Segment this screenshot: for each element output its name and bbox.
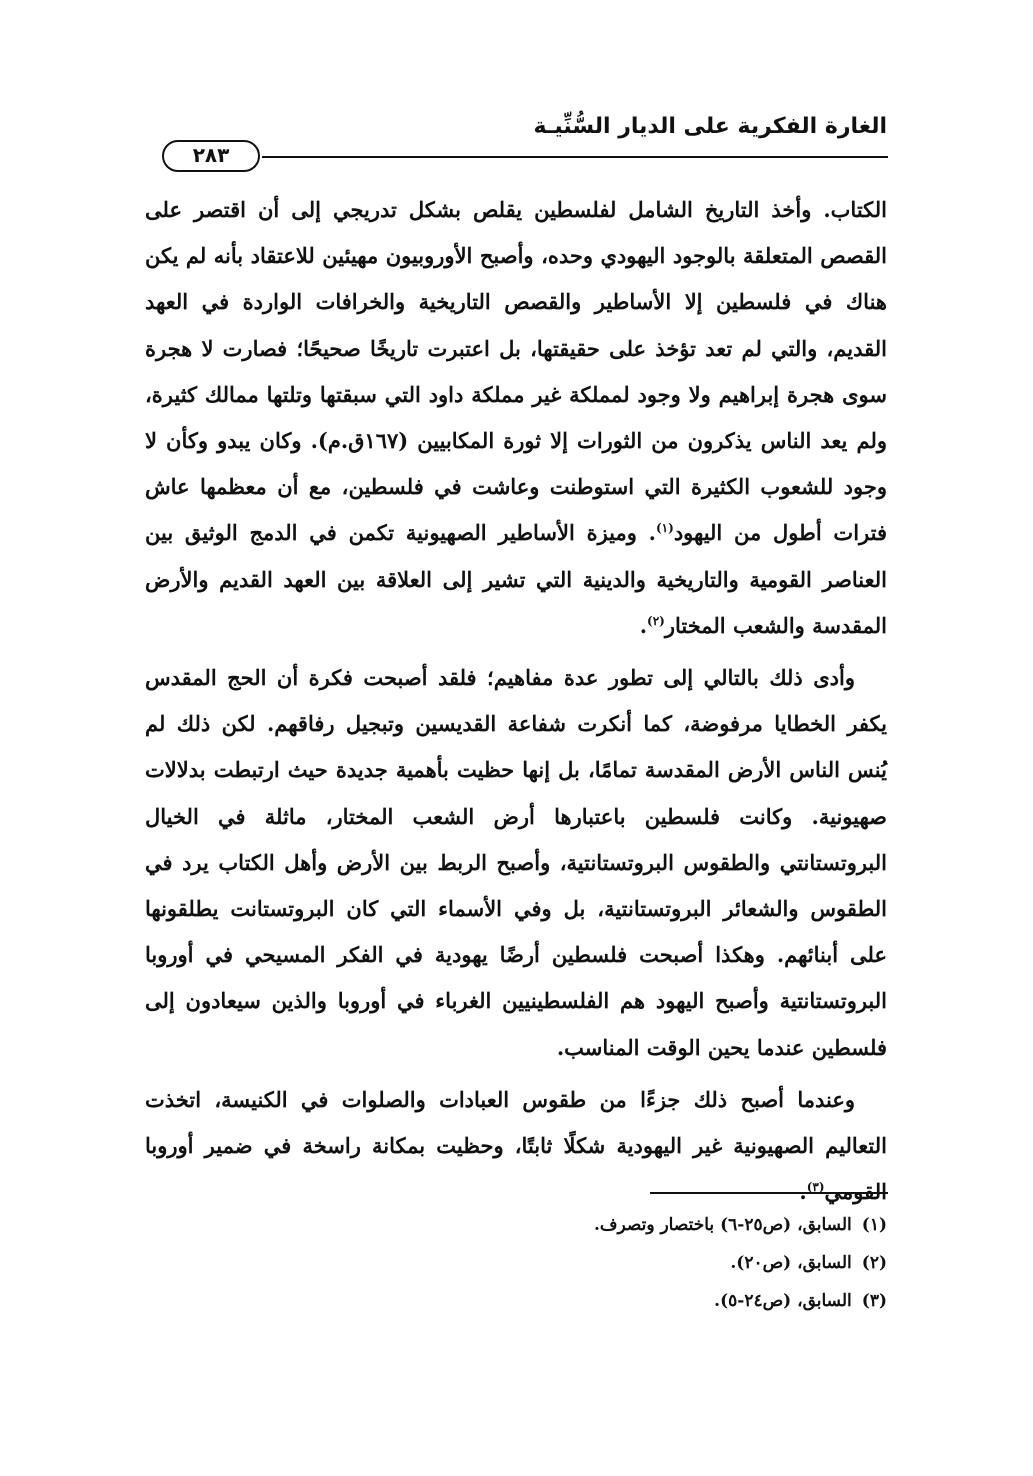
footnote-number: (٣) [861,1291,887,1311]
footnote-number: (٢) [861,1253,887,1273]
footnote-text: السابق، (ص٢٠). [730,1253,852,1273]
body-text [145,187,887,1215]
footnote-rule [650,1192,888,1194]
page-number-badge: ٢٨٣ [162,140,260,172]
footnote-number: (١) [861,1215,887,1235]
footnote-text: السابق، (ص٢٤-٥). [714,1291,852,1311]
paragraph-1-text: الكتاب. وأخذ التاريخ الشامل لفلسطين يقلص بشكل تدريجي إلى أن اقتصر على القصص المتعلقة بالوجود اليهودي وحده، وأصبح الأوروبيون مهيئين للاعتقاد بأنه لم يكن هناك في فلسطين إلا الأساطير والقصص التاريخية والخرافات الواردة في العهد القديم، والتي لم تعد تؤخذ على حقيقتها، بل اعتبرت تاريخًا صحيحًا؛ فصارت لا هجرة سوى هجرة إبراهيم ولا وجود لمملكة غير مملكة داود التي سبقتها وتلتها ممالك كثيرة، ولم يعد الناس يذكرون من الثورات إلا ثورة المكابيين (١٦٧ق.م). وكان يبدو وكأن لا وجود للشعوب الكثيرة التي استوطنت وعاشت في فلسطين، مع أن معظمها عاش فترات أطول من اليهود [145,197,887,546]
footnote-ref-3[interactable]: (٣) [806,1180,825,1195]
paragraph-1-continuation: . وميزة الأساطير الصهيونية تكمن في الدمج الوثيق بين العناصر القومية والتاريخية والدينية التي تشير إلى العلاقة بين العهد القديم والأرض المقدسة والشعب المختار [145,520,887,638]
footnotes [145,1206,887,1320]
paragraph-1 [145,187,887,649]
footnote-text: السابق، (ص٢٥-٦) باختصار وتصرف. [593,1215,852,1235]
footnote-ref-2[interactable]: (٢) [647,613,665,628]
paragraph-1-end: . [639,612,647,638]
footnote-item [145,1206,887,1244]
footnote-item [145,1244,887,1282]
footnote-item [145,1282,887,1320]
paragraph-2: وأدى ذلك بالتالي إلى تطور عدة مفاهيم؛ فلقد أصبحت فكرة أن الحج المقدس يكفر الخطايا مرفوضة، كما أنكرت شفاعة القديسين وتبجيل رفاقهم. لكن ذلك لم يُنس الناس الأرض المقدسة تمامًا، بل إنها حظيت بأهمية جديدة حيث ارتبطت بدلالات صهيونية. وكانت فلسطين باعتبارها أرض الشعب المختار، ماثلة في الخيال البروتستانتي والطقوس البروتستانتية، وأصبح الربط بين الأرض وأهل الكتاب يرد في الطقوس والشعائر البروتستانتية، بل وفي الأسماء التي كان البروتستانت يطلقونها على أبنائهم. وهكذا أصبحت فلسطين أرضًا يهودية في الفكر المسيحي في أوروبا البروتستانتية وأصبح اليهود هم الفلسطينيين الغرباء في أوروبا والذين سيعادون إلى فلسطين عندما يحين الوقت المناسب. [145,665,887,1060]
footnote-ref-1[interactable]: (١) [655,521,674,536]
paragraph-3 [145,1077,887,1216]
running-header-title: الغارة الفكرية على الديار السُّنِّيـة [533,114,887,139]
header-rule [262,156,888,158]
paragraph-3-end: . [799,1179,807,1205]
paragraph-3-text: وعندما أصبح ذلك جزءًا من طقوس العبادات والصلوات في الكنيسة، اتخذت التعاليم الصهيونية غير اليهودية شكلًا ثابتًا، وحظيت بمكانة راسخة في ضمير أوروبا القومي [145,1086,887,1205]
